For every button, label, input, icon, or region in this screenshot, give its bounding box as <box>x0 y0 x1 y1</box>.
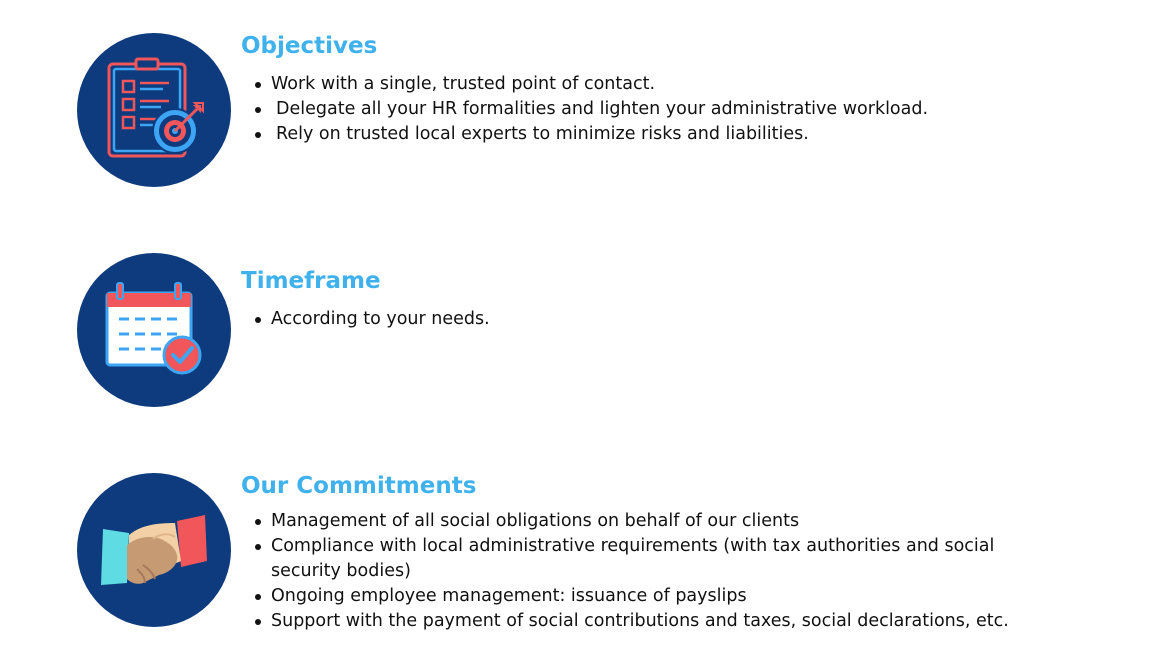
timeframe-list <box>271 307 490 332</box>
list-item: Delegate all your HR formalities and lighten your administrative workload. <box>271 97 928 122</box>
objectives-list <box>271 72 928 147</box>
list-item: Support with the payment of social contributions and taxes, social declarations, etc. <box>271 609 1031 634</box>
list-item: According to your needs. <box>271 307 490 332</box>
list-item: Work with a single, trusted point of contact. <box>271 72 928 97</box>
handshake-icon <box>77 473 231 627</box>
section-title: Our Commitments <box>241 473 477 499</box>
calendar-check-icon <box>77 253 231 407</box>
checklist-target-icon <box>77 33 231 187</box>
list-item: Management of all social obligations on behalf of our clients <box>271 509 1031 534</box>
list-item: Rely on trusted local experts to minimize risks and liabilities. <box>271 122 928 147</box>
section-title: Objectives <box>241 33 378 59</box>
list-item: Compliance with local administrative requirements (with tax authorities and social security bodies) <box>271 534 1031 584</box>
list-item: Ongoing employee management: issuance of payslips <box>271 584 1031 609</box>
section-title: Timeframe <box>241 268 381 294</box>
commitments-list <box>271 509 1031 634</box>
